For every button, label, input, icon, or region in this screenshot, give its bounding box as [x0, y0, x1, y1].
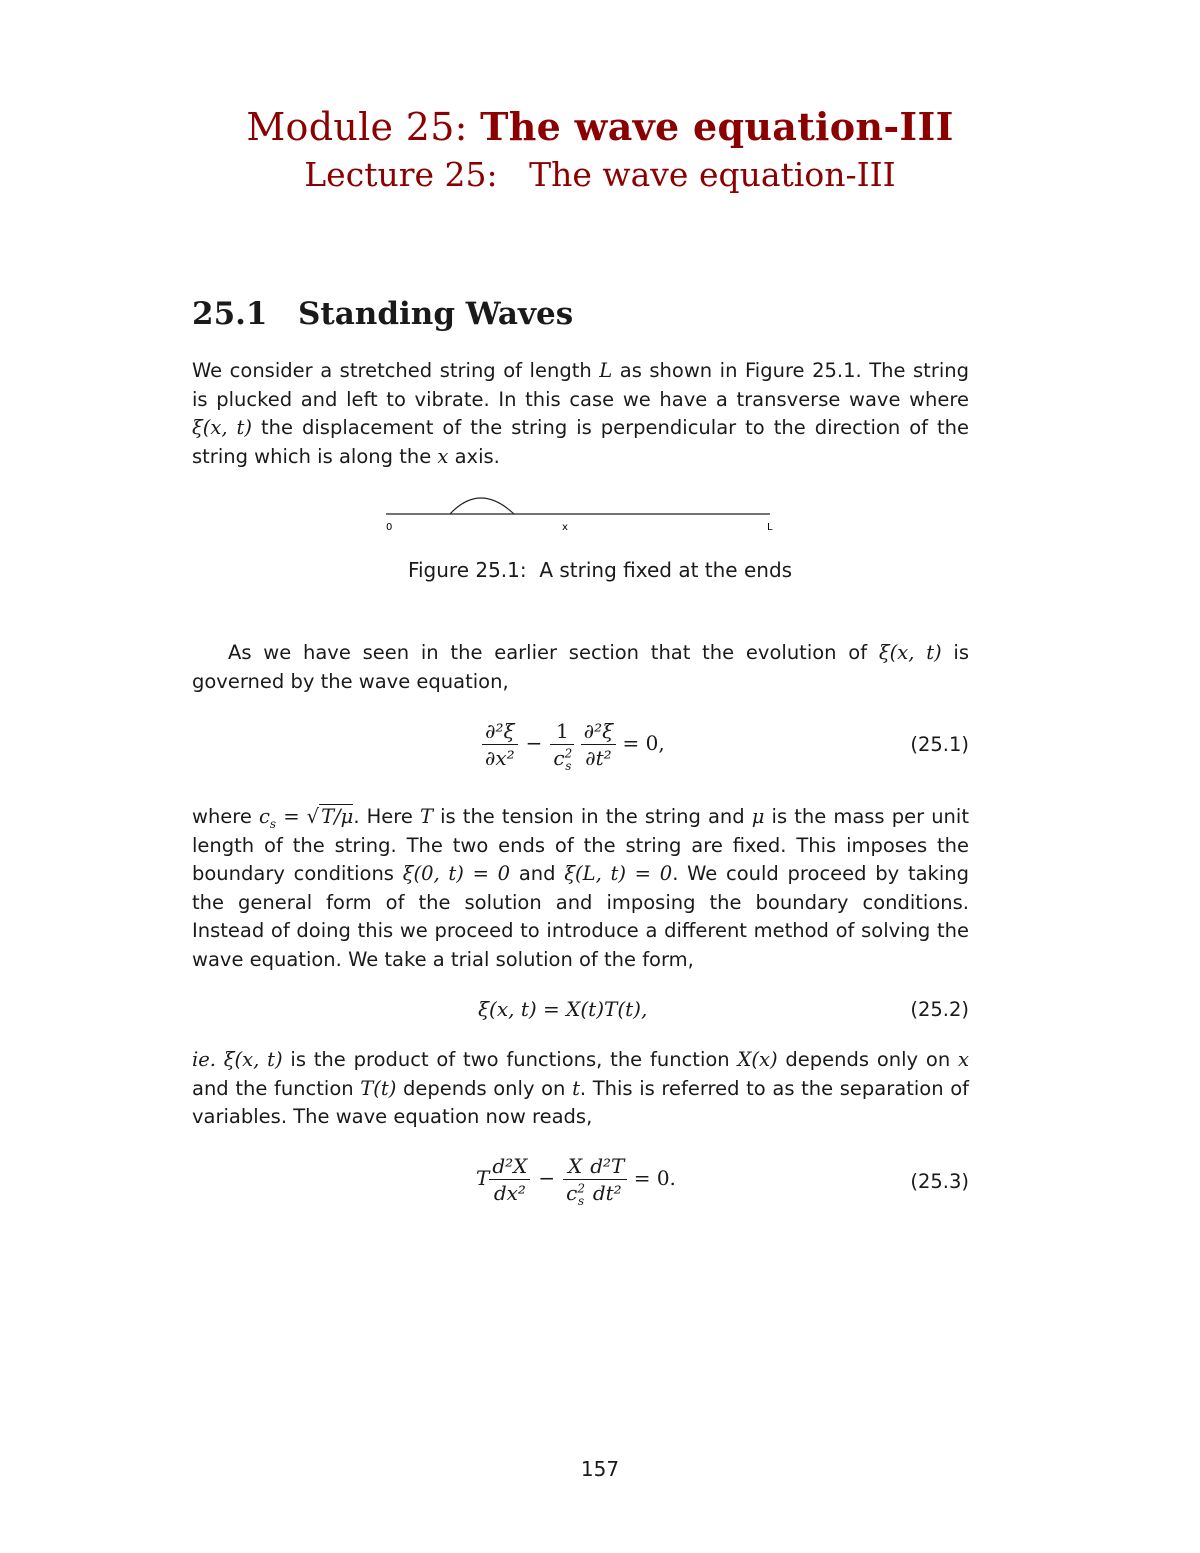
equation-number-25-2: (25.2)	[910, 998, 969, 1021]
math-t: t	[572, 1076, 580, 1100]
string-diagram	[380, 488, 780, 538]
paragraph-1	[192, 357, 969, 471]
fraction	[482, 718, 518, 771]
paragraph-4	[192, 1046, 969, 1132]
math-bc1: ξ(0, t) = 0	[402, 862, 511, 886]
equation-number-25-1: (25.1)	[910, 733, 969, 756]
paragraph-3	[192, 803, 969, 975]
operator: −	[538, 1166, 556, 1190]
math-x: x	[437, 444, 449, 468]
text: . This is referred to as the separation of variables. The wave equation now reads,	[192, 1076, 969, 1129]
module-title	[0, 104, 1200, 149]
figure-string	[380, 488, 780, 538]
sqrt-content: T/μ	[321, 805, 354, 828]
equation-25-1	[482, 718, 665, 771]
text: the displacement of the string is perpendicular to the direction of the string which is along the	[192, 416, 970, 468]
text: and the function	[192, 1076, 361, 1100]
fraction	[550, 718, 574, 771]
text: axis.	[448, 444, 500, 468]
fraction	[489, 1153, 530, 1206]
figure-caption: Figure 25.1: A string fixed at the ends	[407, 558, 793, 582]
section-number: 25.1	[192, 296, 268, 332]
section-heading	[192, 296, 573, 332]
subscript: s	[565, 759, 572, 773]
numerator: ∂²ξ	[581, 718, 616, 745]
equation-25-3	[476, 1153, 676, 1206]
lecture-title: Lecture 25: The wave equation-III	[304, 155, 896, 194]
math-Xx: X(x)	[737, 1048, 778, 1071]
math-bc2: ξ(L, t) = 0	[564, 862, 673, 886]
denominator-base: c	[553, 746, 565, 770]
math-Tt: T(t)	[360, 1076, 397, 1100]
paragraph-2	[192, 639, 969, 696]
text: is the product of two functions, the function	[282, 1048, 738, 1071]
text: where	[192, 805, 259, 828]
fig-label-right: L	[767, 522, 773, 533]
numerator: ∂²ξ	[482, 718, 518, 745]
denominator: ∂t²	[585, 746, 612, 770]
operator: −	[525, 731, 543, 755]
operator: =	[276, 805, 307, 828]
module-title-prefix: Module 25:	[246, 105, 468, 149]
math-x: x	[958, 1048, 970, 1071]
rhs: = 0,	[622, 731, 665, 755]
math-T: T	[476, 1166, 490, 1190]
math-xi: ξ(x, t)	[878, 641, 942, 664]
subscript: s	[578, 1194, 585, 1208]
math-xi: ξ(x, t)	[215, 1048, 283, 1071]
section-title: Standing Waves	[298, 296, 574, 332]
text: is the tension in the string and	[433, 805, 752, 828]
numerator: 1	[550, 718, 574, 745]
text: As we have seen in the earlier section that the evolution of	[228, 641, 879, 664]
denominator: dx²	[493, 1181, 526, 1205]
fraction	[587, 1153, 627, 1206]
text-ie: ie.	[192, 1048, 216, 1071]
sqrt-sign: √	[306, 805, 320, 828]
numerator: d²T	[587, 1153, 627, 1180]
denominator: ∂x²	[485, 746, 515, 770]
text: depends only on	[777, 1048, 959, 1071]
rhs: = 0.	[633, 1166, 676, 1190]
equation-number-25-3: (25.3)	[910, 1170, 969, 1193]
denominator: dt²	[592, 1181, 622, 1205]
math-L: L	[599, 359, 613, 382]
denominator-base: c	[566, 1181, 578, 1205]
math-cs	[259, 805, 277, 831]
text: . Here	[353, 805, 420, 828]
superscript: 2	[577, 1181, 586, 1196]
text: and	[510, 862, 565, 886]
string-pluck-curve	[450, 498, 514, 514]
superscript: 2	[564, 746, 573, 761]
subscript: s	[269, 816, 277, 831]
math-T: T	[420, 805, 434, 828]
denominator	[550, 745, 574, 771]
numerator: X	[563, 1153, 587, 1180]
text: . We could proceed by taking the general form of the solution and imposing the boundary conditions. Instead of doing this we proceed to introduce a different method of solving the wave equation. We take a trial solution of the form,	[192, 862, 969, 971]
equation-25-2: ξ(x, t) = X(t)T(t),	[478, 997, 648, 1021]
math-mu: μ	[751, 805, 765, 828]
fraction	[581, 718, 616, 771]
fig-label-left: 0	[386, 522, 393, 533]
math-xi: ξ(x, t)	[192, 416, 252, 440]
fig-label-mid: x	[562, 522, 568, 533]
page-number: 157	[580, 1457, 620, 1481]
math-c: c	[259, 805, 270, 828]
text: as shown in Figure 25.1. The string is plucked and left to vibrate. In this case we have a transverse wave where	[192, 359, 969, 411]
text: is governed by the wave equation,	[192, 641, 969, 693]
text: We consider a stretched string of length	[192, 359, 600, 382]
text: depends only on	[396, 1076, 573, 1100]
module-title-rest: The wave equation-III	[480, 104, 954, 149]
text: is the mass per unit length of the string. The two ends of the string are fixed. This imposes the boundary conditions	[192, 805, 969, 886]
fraction	[563, 1153, 587, 1206]
numerator: d²X	[489, 1153, 530, 1180]
denominator	[563, 1180, 587, 1206]
